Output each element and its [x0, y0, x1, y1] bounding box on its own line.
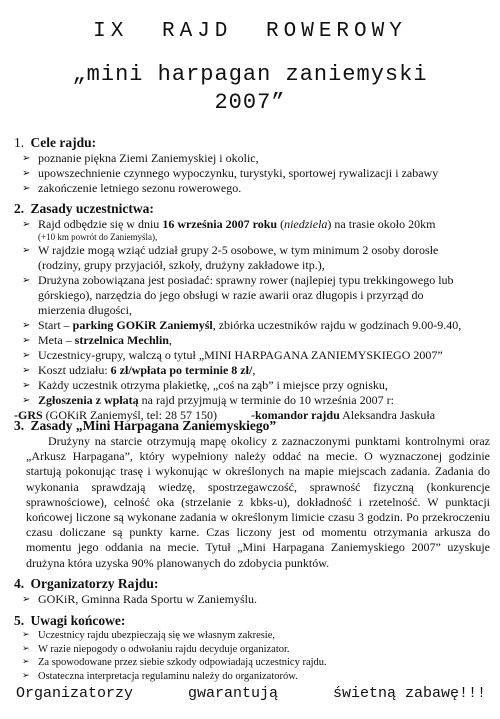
- section-title: [14, 575, 490, 592]
- closing-word: świetną zabawę!!!: [332, 685, 486, 702]
- rules-paragraph: Drużyny na starcie otrzymują mapę okolicy z zaznaczonymi punktami kontrolnymi oraz „Arkusz Harpagana”, który wypełniony należy oddać na mecie. O wyznaczonej godzinie startują pokonując trasę i wykonując w określonych na mapie miejscach zadania. Zadania do wykonania sprawdzają wiedzę, spostrzegawczość, sprawność fizyczną (konkurencje sprawnościowe), celność oka (strzelanie z kbks-u), dokładność i rzetelność. W punktacji końcowej liczone są wykonane zadania w określonym limicie czasu 3 godzin. Po przekroczeniu czasu doliczane są punkty karne. Czas liczony jest od momentu otrzymania arkusza do momentu jego oddania na mecie. Tytuł „Mini Harpagana Zaniemyskiego 2007” uzyskuje drużyna która uzyska 90% planowanych do zdobycia punktów.: [26, 434, 490, 570]
- notes-list: [14, 629, 490, 683]
- event-subtitle-line2: 2007”: [214, 90, 286, 115]
- section-number: 1.: [14, 135, 25, 150]
- list-item: ➢ W razie niepogody o odwołaniu rajdu decyduje organizator.: [22, 643, 290, 655]
- arrow-bullet-icon: ➢: [22, 643, 30, 654]
- arrow-bullet-icon: ➢: [22, 350, 31, 361]
- title-word: ROWEROWY: [266, 20, 407, 43]
- list-item: ➢ Ostateczna interpretacja regulaminu należy do organizatorów.: [22, 670, 298, 682]
- section-title: [14, 134, 490, 151]
- section-final-notes: [14, 612, 490, 683]
- arrow-bullet-icon: ➢: [22, 395, 31, 406]
- list-item: ➢ Rajd odbędzie się w dniu 16 września 2007 roku (niedziela) na trasie około 20km (+10 km powrót do Zaniemyśla),: [22, 217, 436, 242]
- section-title: [14, 200, 490, 217]
- list-item: ➢ upowszechnienie czynnego wypoczynku, turystyki, sportowej rywalizacji i zabawy: [22, 166, 439, 180]
- section-heading: Organizatorzy Rajdu:: [30, 576, 159, 591]
- list-item: ➢ zakończenie letniego sezonu rowerowego.: [22, 181, 242, 195]
- closing-slogan: [16, 685, 486, 702]
- arrow-bullet-icon: ➢: [22, 219, 31, 230]
- arrow-bullet-icon: ➢: [22, 670, 30, 681]
- section-title: [14, 612, 490, 629]
- closing-word: Organizatorzy: [16, 685, 134, 702]
- list-item: ➢ GOKiR, Gminna Rada Sportu w Zaniemyślu.: [22, 592, 257, 606]
- arrow-bullet-icon: ➢: [22, 275, 31, 286]
- list-item: ➢ Zgłoszenia z wpłatą na rajd przyjmują w terminie do 10 września 2007 r:: [22, 393, 394, 407]
- arrow-bullet-icon: ➢: [22, 153, 31, 164]
- list-item: ➢ Koszt udziału: 6 zł/wpłata po terminie 8 zł/,: [22, 363, 256, 377]
- section-number: 3.: [14, 418, 25, 433]
- section-rules: [14, 200, 490, 423]
- rules-list: [14, 217, 490, 408]
- arrow-bullet-icon: ➢: [22, 183, 31, 194]
- section-harpagan-rules: [14, 417, 490, 571]
- arrow-bullet-icon: ➢: [22, 630, 30, 640]
- section-number: 4.: [14, 576, 25, 591]
- list-item: ➢ W rajdzie mogą wziąć udział grupy 2-5 osobowe, w tym minimum 2 osoby dorosłe (rodziny, grupy przyjaciół, szkoły, drużyny zakładowe itp.),: [22, 243, 439, 272]
- list-item: ➢ Uczestnicy rajdu ubezpieczają się we własnym zakresie,: [22, 630, 276, 641]
- section-heading: Cele rajdu:: [30, 135, 97, 150]
- list-item: ➢ Każdy uczestnik otrzyma plakietkę, „coś na ząb” i miejsce przy ognisku,: [22, 378, 388, 392]
- arrow-bullet-icon: ➢: [22, 380, 31, 391]
- section-goals: [14, 134, 490, 196]
- contact-line: -GRS (GOKiR Zaniemyśl, tel: 28 57 150) -komandor rajdu Aleksandra Jaskuła: [14, 408, 436, 422]
- section-heading: Uwagi końcowe:: [30, 613, 126, 628]
- section-organizers: [14, 575, 490, 607]
- arrow-bullet-icon: ➢: [22, 245, 31, 256]
- arrow-bullet-icon: ➢: [22, 335, 31, 346]
- event-title: [0, 20, 500, 43]
- list-item: ➢ poznanie piękna Ziemi Zaniemyskiej i okolic,: [22, 151, 259, 165]
- arrow-bullet-icon: ➢: [22, 320, 31, 331]
- title-word: IX: [93, 20, 129, 43]
- section-number: 5.: [14, 613, 25, 628]
- event-subtitle-line1: „mini harpagan zaniemyski: [72, 62, 428, 87]
- list-item: ➢ Meta – strzelnica Mechlin,: [22, 333, 172, 347]
- goals-list: [14, 151, 490, 196]
- title-word: RAJD: [161, 20, 233, 43]
- closing-word: gwarantują: [187, 685, 278, 702]
- section-number: 2.: [14, 201, 25, 216]
- list-item: ➢ Za spowodowane przez siebie szkody odpowiadają uczestnicy rajdu.: [22, 657, 327, 668]
- arrow-bullet-icon: ➢: [22, 365, 31, 376]
- organizers-list: [14, 592, 490, 607]
- section-title: [14, 417, 490, 434]
- arrow-bullet-icon: ➢: [22, 657, 30, 667]
- arrow-bullet-icon: ➢: [22, 594, 31, 605]
- list-item: ➢ Uczestnicy-grupy, walczą o tytuł „MINI HARPAGANA ZANIEMYSKIEGO 2007”: [22, 348, 443, 362]
- section-heading: Zasady „Mini Harpagana Zaniemyskiego”: [30, 418, 277, 433]
- list-item: ➢ Drużyna zobowiązana jest posiadać: sprawny rower (najlepiej typu trekkingowego lub górskiego), narzędzia do jego obsługi w razie awarii oraz długopis i przyrząd do mierzenia długości,: [22, 273, 454, 317]
- arrow-bullet-icon: ➢: [22, 168, 31, 179]
- section-heading: Zasady uczestnictwa:: [30, 201, 154, 216]
- list-item: ➢ Start – parking GOKiR Zaniemyśl, zbiórka uczestników rajdu w godzinach 9.00-9.40,: [22, 318, 462, 332]
